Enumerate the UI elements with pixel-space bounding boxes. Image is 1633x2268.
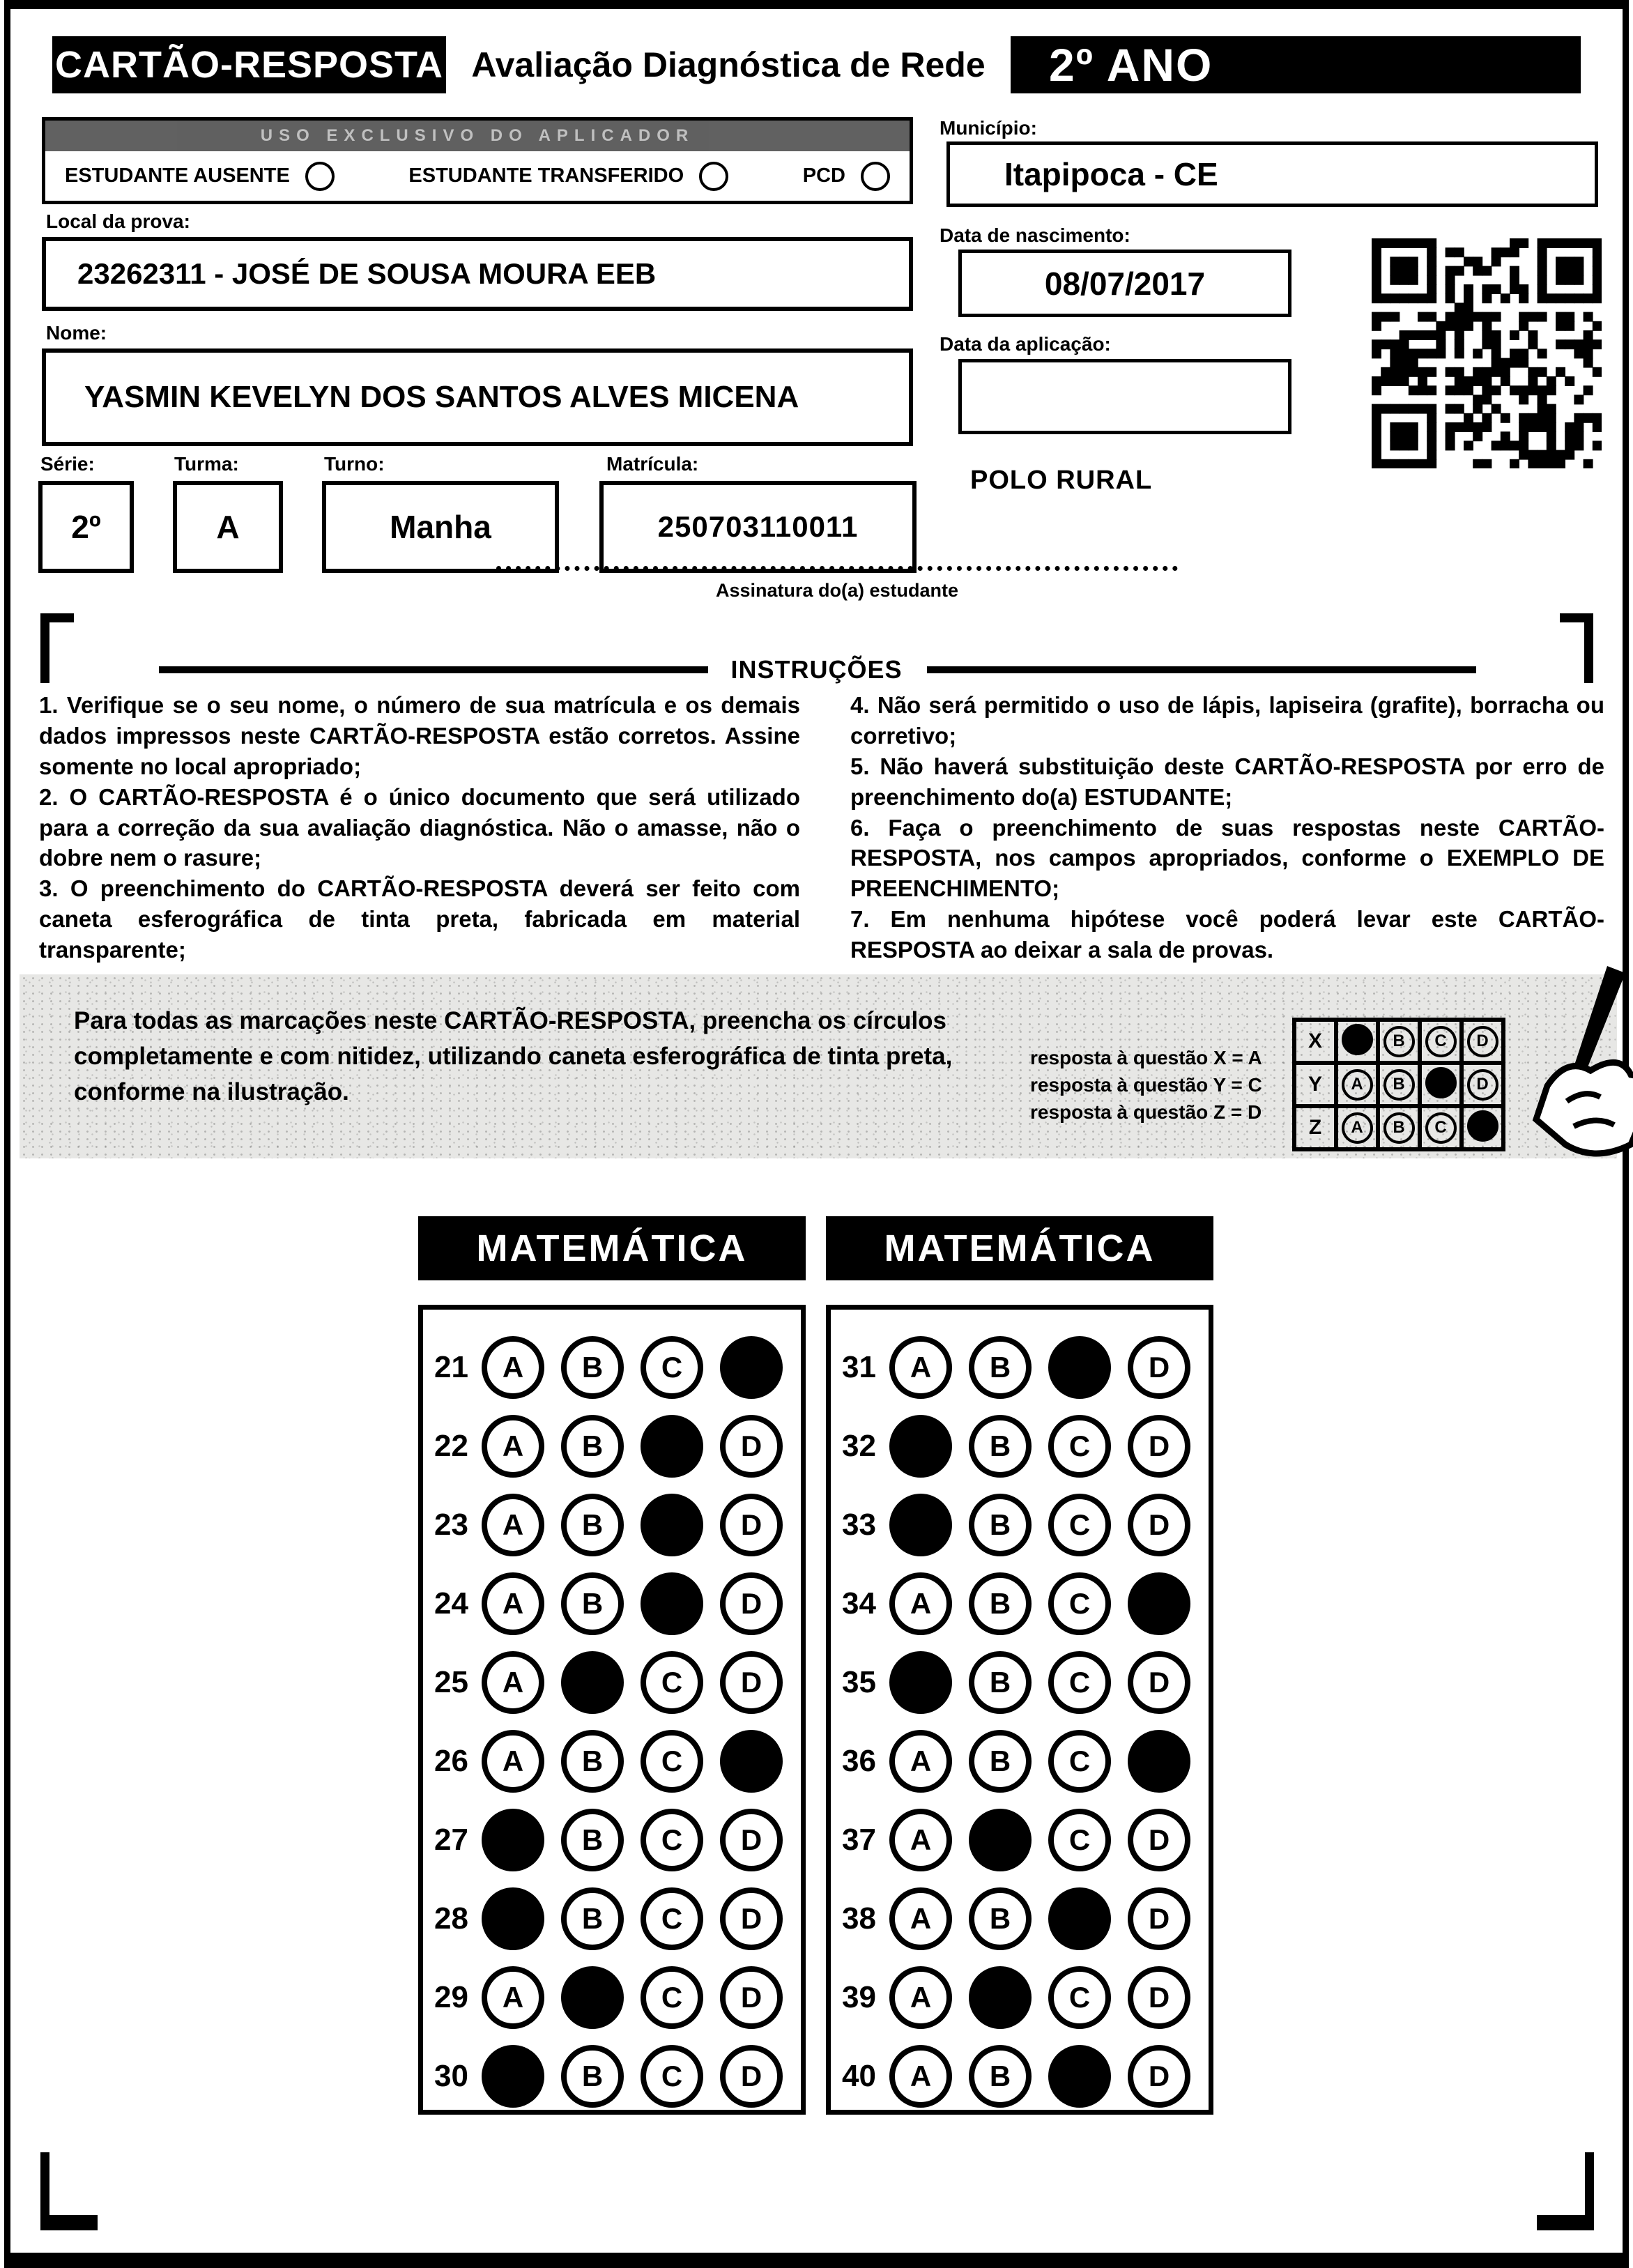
answer-bubble-39-C[interactable]: C xyxy=(1048,1966,1111,2029)
answer-bubble-26-A[interactable]: A xyxy=(482,1730,544,1793)
instruction-item-2: 2. O CARTÃO-RESPOSTA é o único documento que será utilizado para a correção da sua avaliação diagnóstica. Não o amasse, não o dobre nem o rasure; xyxy=(39,783,800,871)
question-row-37 xyxy=(842,1800,1209,1879)
answer-bubble-33-A[interactable] xyxy=(889,1494,952,1556)
answer-bubble-36-C[interactable]: C xyxy=(1048,1730,1111,1793)
estudante-ausente-label: ESTUDANTE AUSENTE xyxy=(65,164,290,187)
serie-label: Série: xyxy=(40,453,95,475)
answer-bubble-29-A[interactable]: A xyxy=(482,1966,544,2029)
example-row-label: Z xyxy=(1294,1106,1336,1149)
question-number: 27 xyxy=(434,1822,468,1857)
answer-bubble-39-A[interactable]: A xyxy=(889,1966,952,2029)
question-number: 29 xyxy=(434,1979,468,2014)
example-bubble-Z-B: B xyxy=(1383,1112,1415,1144)
answer-bubble-40-D[interactable]: D xyxy=(1128,2045,1190,2108)
question-row-31 xyxy=(842,1328,1209,1407)
data-nascimento-label: Data de nascimento: xyxy=(940,224,1130,246)
answer-bubble-34-C[interactable]: C xyxy=(1048,1572,1111,1635)
question-row-29 xyxy=(434,1958,801,2037)
answer-bubble-23-D[interactable]: D xyxy=(720,1494,783,1556)
example-row-label: Y xyxy=(1294,1063,1336,1106)
answer-bubble-24-D[interactable]: D xyxy=(720,1572,783,1635)
instruction-item-7: 7. Em nenhuma hipótese você poderá levar este CARTÃO-RESPOSTA ao deixar a sala de provas. xyxy=(850,906,1604,963)
question-number: 22 xyxy=(434,1428,468,1463)
municipio-value: Itapipoca - CE xyxy=(946,141,1598,207)
legend-line-z: resposta à questão Z = D xyxy=(1030,1101,1262,1124)
answer-bubble-31-D[interactable]: D xyxy=(1128,1336,1190,1399)
answer-bubble-32-C[interactable]: C xyxy=(1048,1415,1111,1478)
instructions-column-left xyxy=(39,690,800,965)
turma-value: A xyxy=(173,481,283,573)
question-row-32 xyxy=(842,1407,1209,1485)
answer-bubble-39-D[interactable]: D xyxy=(1128,1966,1190,2029)
answer-bubble-39-B[interactable] xyxy=(969,1966,1032,2029)
question-row-36 xyxy=(842,1722,1209,1800)
answer-bubble-35-C[interactable]: C xyxy=(1048,1651,1111,1714)
example-row-Z xyxy=(1294,1106,1503,1149)
example-row-X xyxy=(1294,1020,1503,1063)
example-bubble-Y-A: A xyxy=(1342,1069,1373,1101)
answer-bubble-34-A[interactable]: A xyxy=(889,1572,952,1635)
answer-bubble-21-B[interactable]: B xyxy=(561,1336,624,1399)
answer-bubble-34-B[interactable]: B xyxy=(969,1572,1032,1635)
nome-value: YASMIN KEVELYN DOS SANTOS ALVES MICENA xyxy=(42,348,913,446)
answer-bubble-21-D[interactable] xyxy=(720,1336,783,1399)
example-bubble-X-B: B xyxy=(1383,1026,1415,1057)
answer-bubble-38-B[interactable]: B xyxy=(969,1887,1032,1950)
pcd-circle[interactable] xyxy=(861,162,890,191)
answer-bubble-22-C[interactable] xyxy=(641,1415,703,1478)
header-bar xyxy=(52,36,1581,93)
data-aplicacao-label: Data da aplicação: xyxy=(940,333,1111,355)
question-number: 40 xyxy=(842,2058,876,2093)
legend-line-x: resposta à questão X = A xyxy=(1030,1047,1262,1068)
answer-bubble-22-D[interactable]: D xyxy=(720,1415,783,1478)
answer-bubble-37-C[interactable]: C xyxy=(1048,1809,1111,1871)
option-pcd xyxy=(803,162,890,191)
matricula-label: Matrícula: xyxy=(606,453,699,475)
signature-caption: Assinatura do(a) estudante xyxy=(715,580,959,601)
question-number: 38 xyxy=(842,1901,876,1936)
question-row-33 xyxy=(842,1485,1209,1564)
answer-bubble-40-C[interactable] xyxy=(1048,2045,1111,2108)
answer-bubble-24-C[interactable] xyxy=(641,1572,703,1635)
question-row-35 xyxy=(842,1643,1209,1722)
instruction-item-6: 6. Faça o preenchimento de suas respostas neste CARTÃO-RESPOSTA, nos campos apropriados, conforme o EXEMPLO DE PREENCHIMENTO; xyxy=(850,814,1604,902)
answer-bubble-38-C[interactable] xyxy=(1048,1887,1111,1950)
answer-bubble-36-D[interactable] xyxy=(1128,1730,1190,1793)
municipio-label: Município: xyxy=(940,117,1037,139)
answer-bubble-27-A[interactable] xyxy=(482,1809,544,1871)
answer-bubble-26-C[interactable]: C xyxy=(641,1730,703,1793)
subject-header-matematica-1: MATEMÁTICA xyxy=(418,1216,806,1280)
answer-grid-31-40 xyxy=(826,1305,1213,2115)
question-number: 25 xyxy=(434,1664,468,1699)
example-bubble-Z-A: A xyxy=(1342,1112,1373,1144)
example-row-label: X xyxy=(1294,1020,1336,1063)
answer-bubble-31-B[interactable]: B xyxy=(969,1336,1032,1399)
answer-bubble-21-A[interactable]: A xyxy=(482,1336,544,1399)
answer-bubble-28-C[interactable]: C xyxy=(641,1887,703,1950)
example-bubble-Y-D: D xyxy=(1467,1069,1498,1101)
card-title: CARTÃO-RESPOSTA xyxy=(54,44,443,86)
answer-bubble-40-A[interactable]: A xyxy=(889,2045,952,2108)
example-bubble-Z-C: C xyxy=(1425,1112,1457,1144)
option-estudante-transferido xyxy=(408,162,728,191)
question-row-23 xyxy=(434,1485,801,1564)
question-row-30 xyxy=(434,2037,801,2115)
fill-example-text: Para todas as marcações neste CARTÃO-RESPOSTA, preencha os círculos completamente e com nitidez, utilizando caneta esferográfica de tinta preta, conforme na ilustração. xyxy=(74,1007,953,1105)
answer-bubble-32-D[interactable]: D xyxy=(1128,1415,1190,1478)
example-bubble-X-D: D xyxy=(1467,1026,1498,1057)
answer-bubble-27-D[interactable]: D xyxy=(720,1809,783,1871)
subject-header-matematica-2: MATEMÁTICA xyxy=(826,1216,1213,1280)
answer-bubble-35-B[interactable]: B xyxy=(969,1651,1032,1714)
question-row-39 xyxy=(842,1958,1209,2037)
answer-bubble-22-B[interactable]: B xyxy=(561,1415,624,1478)
answer-bubble-27-B[interactable]: B xyxy=(561,1809,624,1871)
answer-bubble-30-D[interactable]: D xyxy=(720,2045,783,2108)
answer-bubble-23-C[interactable] xyxy=(641,1494,703,1556)
instruction-item-4: 4. Não será permitido o uso de lápis, lapiseira (grafite), borracha ou corretivo; xyxy=(850,692,1604,749)
example-bubble-X-A xyxy=(1342,1024,1373,1055)
estudante-transferido-label: ESTUDANTE TRANSFERIDO xyxy=(408,164,684,187)
answer-bubble-31-C[interactable] xyxy=(1048,1336,1111,1399)
turma-label: Turma: xyxy=(174,453,239,475)
answer-grid-21-30 xyxy=(418,1305,806,2115)
grade-label: 2º ANO xyxy=(1049,39,1213,91)
nome-label: Nome: xyxy=(46,322,107,344)
answer-bubble-37-D[interactable]: D xyxy=(1128,1809,1190,1871)
legend-line-y: resposta à questão Y = C xyxy=(1030,1074,1262,1096)
example-bubble-Y-B: B xyxy=(1383,1069,1415,1101)
estudante-ausente-circle[interactable] xyxy=(305,162,335,191)
question-number: 36 xyxy=(842,1743,876,1778)
question-row-28 xyxy=(434,1879,801,1958)
applicator-options-row xyxy=(45,151,910,201)
answer-bubble-30-B[interactable]: B xyxy=(561,2045,624,2108)
question-row-24 xyxy=(434,1564,801,1643)
answer-bubble-33-B[interactable]: B xyxy=(969,1494,1032,1556)
answer-bubble-33-D[interactable]: D xyxy=(1128,1494,1190,1556)
answer-bubble-40-B[interactable]: B xyxy=(969,2045,1032,2108)
answer-bubble-35-A[interactable] xyxy=(889,1651,952,1714)
question-row-40 xyxy=(842,2037,1209,2115)
answer-bubble-35-D[interactable]: D xyxy=(1128,1651,1190,1714)
answer-bubble-29-D[interactable]: D xyxy=(720,1966,783,2029)
question-number: 34 xyxy=(842,1586,876,1620)
signature-line xyxy=(496,566,1178,571)
answer-bubble-25-C[interactable]: C xyxy=(641,1651,703,1714)
question-number: 32 xyxy=(842,1428,876,1463)
example-answer-grid xyxy=(1292,1018,1505,1151)
turno-value: Manha xyxy=(322,481,559,573)
option-estudante-ausente xyxy=(65,162,335,191)
corner-mark-bottom-right xyxy=(1537,2152,1594,2230)
answer-bubble-25-B[interactable] xyxy=(561,1651,624,1714)
pcd-label: PCD xyxy=(802,164,845,187)
question-row-22 xyxy=(434,1407,801,1485)
serie-value: 2º xyxy=(38,481,134,573)
question-row-34 xyxy=(842,1564,1209,1643)
answer-bubble-36-A[interactable]: A xyxy=(889,1730,952,1793)
answer-bubble-25-D[interactable]: D xyxy=(720,1651,783,1714)
polo-rural-label: POLO RURAL xyxy=(970,466,1153,495)
answer-bubble-29-C[interactable]: C xyxy=(641,1966,703,2029)
answer-bubble-38-D[interactable]: D xyxy=(1128,1887,1190,1950)
instructions-rule-right xyxy=(927,666,1476,673)
instruction-item-1: 1. Verifique se o seu nome, o número de sua matrícula e os demais dados impressos neste CARTÃO-RESPOSTA estão corretos. Assine somente no local apropriado; xyxy=(39,692,800,779)
question-row-21 xyxy=(434,1328,801,1407)
question-number: 30 xyxy=(434,2058,468,2093)
question-row-26 xyxy=(434,1722,801,1800)
answer-bubble-36-B[interactable]: B xyxy=(969,1730,1032,1793)
instructions-column-right xyxy=(850,690,1604,965)
question-number: 28 xyxy=(434,1901,468,1936)
question-number: 26 xyxy=(434,1743,468,1778)
data-aplicacao-value xyxy=(958,359,1291,434)
answer-bubble-33-C[interactable]: C xyxy=(1048,1494,1111,1556)
answer-bubble-34-D[interactable] xyxy=(1128,1572,1190,1635)
answer-bubble-37-A[interactable]: A xyxy=(889,1809,952,1871)
local-da-prova-value: 23262311 - JOSÉ DE SOUSA MOURA EEB xyxy=(42,237,913,311)
question-number: 35 xyxy=(842,1664,876,1699)
question-number: 37 xyxy=(842,1822,876,1857)
answer-bubble-30-C[interactable]: C xyxy=(641,2045,703,2108)
instruction-item-3: 3. O preenchimento do CARTÃO-RESPOSTA deverá ser feito com caneta esferográfica de tinta preta, fabricada em material transparente; xyxy=(39,875,800,963)
turno-label: Turno: xyxy=(324,453,385,475)
answer-bubble-23-A[interactable]: A xyxy=(482,1494,544,1556)
answer-bubble-28-A[interactable] xyxy=(482,1887,544,1950)
example-bubble-X-C: C xyxy=(1425,1026,1457,1057)
example-bubble-Y-C xyxy=(1425,1067,1457,1098)
applicator-bar-title: USO EXCLUSIVO DO APLICADOR xyxy=(45,121,910,151)
answer-bubble-37-B[interactable] xyxy=(969,1809,1032,1871)
answer-bubble-28-D[interactable]: D xyxy=(720,1887,783,1950)
data-nascimento-value: 08/07/2017 xyxy=(958,250,1291,317)
estudante-transferido-circle[interactable] xyxy=(699,162,728,191)
example-bubble-Z-D xyxy=(1467,1110,1498,1142)
answer-bubble-25-A[interactable]: A xyxy=(482,1651,544,1714)
question-number: 21 xyxy=(434,1349,468,1384)
question-number: 39 xyxy=(842,1979,876,2014)
question-row-25 xyxy=(434,1643,801,1722)
answer-bubble-23-B[interactable]: B xyxy=(561,1494,624,1556)
local-da-prova-label: Local da prova: xyxy=(46,210,190,232)
answer-bubble-26-D[interactable] xyxy=(720,1730,783,1793)
answer-bubble-24-A[interactable]: A xyxy=(482,1572,544,1635)
fill-example-block xyxy=(20,974,1617,1158)
matricula-value: 250703110011 xyxy=(599,481,917,573)
question-row-27 xyxy=(434,1800,801,1879)
answer-bubble-32-A[interactable] xyxy=(889,1415,952,1478)
answer-bubble-24-B[interactable]: B xyxy=(561,1572,624,1635)
answer-bubble-26-B[interactable]: B xyxy=(561,1730,624,1793)
question-number: 24 xyxy=(434,1586,468,1620)
instruction-item-5: 5. Não haverá substituição deste CARTÃO-RESPOSTA por erro de preenchimento do(a) ESTUDANTE; xyxy=(850,753,1604,810)
question-number: 23 xyxy=(434,1507,468,1542)
answer-bubble-30-A[interactable] xyxy=(482,2045,544,2108)
answer-bubble-31-A[interactable]: A xyxy=(889,1336,952,1399)
answer-bubble-28-B[interactable]: B xyxy=(561,1887,624,1950)
question-number: 31 xyxy=(842,1349,876,1384)
answer-bubble-29-B[interactable] xyxy=(561,1966,624,2029)
applicator-box xyxy=(42,117,913,204)
question-row-38 xyxy=(842,1879,1209,1958)
instructions-title: INSTRUÇÕES xyxy=(730,655,903,684)
answer-bubble-38-A[interactable]: A xyxy=(889,1887,952,1950)
qr-code xyxy=(1372,238,1602,468)
answer-bubble-32-B[interactable]: B xyxy=(969,1415,1032,1478)
answer-bubble-21-C[interactable]: C xyxy=(641,1336,703,1399)
question-number: 33 xyxy=(842,1507,876,1542)
fill-example-legend xyxy=(1030,1044,1262,1126)
assessment-title: Avaliação Diagnóstica de Rede xyxy=(446,36,1011,93)
answer-bubble-27-C[interactable]: C xyxy=(641,1809,703,1871)
example-row-Y xyxy=(1294,1063,1503,1106)
answer-bubble-22-A[interactable]: A xyxy=(482,1415,544,1478)
corner-mark-bottom-left xyxy=(40,2152,98,2230)
